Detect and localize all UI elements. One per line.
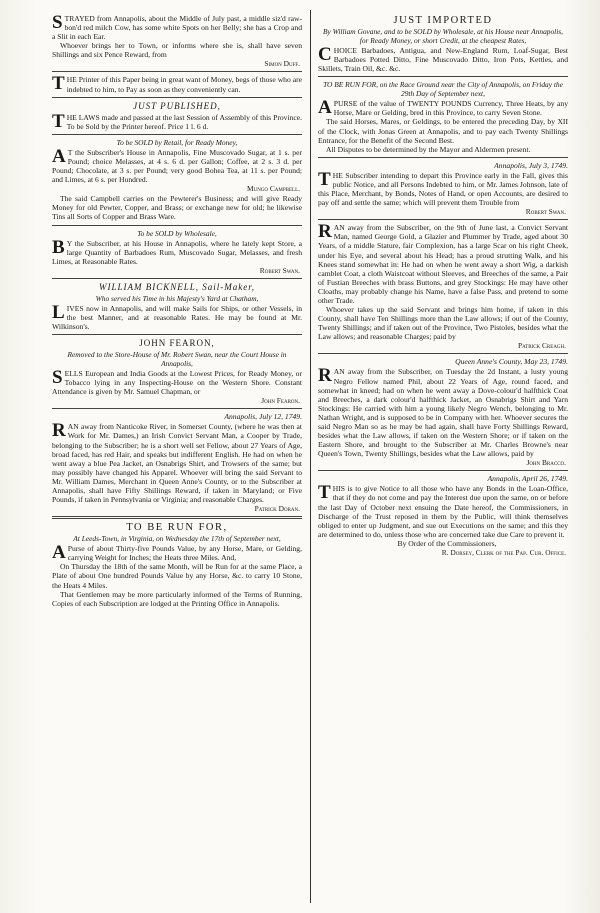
dateline: Annapolis, July 3, 1749. <box>494 160 568 170</box>
ad-subheading: Removed to the Store-House of Mr. Robert Swan, near the Court House in Annapolis, <box>67 350 287 369</box>
ad-body <box>318 484 568 539</box>
ad-sold-retail <box>52 138 302 222</box>
ad-sail-maker <box>52 282 302 331</box>
ad-subheading: By William Govane, and to be SOLD by Wholesale, at his House near Annapolis, for Ready Money, or short Credit, at the cheapest Rates, <box>322 27 564 45</box>
ad-body <box>52 110 302 132</box>
ad-sold-wholesale <box>52 229 302 275</box>
ad-body <box>52 301 302 331</box>
ad-text: AN away from the Subscriber, on the 9th of June last, a Convict Servant Man, named George Gold, a Glazier and Plummer by Trade, aged about 30 Years, of a middle Stature, fair Complexion, has a large Scar on his right Cheek, under his Eye, and several about his Head; has a proud strutting Walk, and his Knees stand somewhat in: He had on when he went away a short Wig, a darkish camblet Coat, a cloth Waistcoat without Sleeves, and Breeches of the same, a Pair of Fustian Breeches with brass Buttons, and grey Stockings: He may have other Cloaths, may probably change his Name, have a false Pass, and pretend to some other Trade. <box>318 223 568 305</box>
ad-stray-cow <box>52 14 302 68</box>
signature: John Fearon. <box>261 396 300 406</box>
ad-runaway-phil <box>318 357 568 467</box>
ad-body <box>52 236 302 266</box>
ad-body: The said Campbell carries on the Pewterer's Business; and will give Ready Money for old Pewter, Copper, and Brass; or exchange new for old; he likewise Tins all Sorts of Copper and Brass Ware. <box>52 194 302 222</box>
ad-body: By Order of the Commissioners, <box>397 538 497 548</box>
dateline: Queen Anne's County, May 23, 1749. <box>455 357 568 367</box>
ad-text: IVES now in Annapolis, and will make Sails for Ships, or other Vessels, in the best Manner, and at reasonable Rates. He may be found at Mr. Wilkinson's. <box>52 303 302 331</box>
drop-cap: R <box>318 221 332 243</box>
ad-heading: TO BE RUN FOR, <box>126 522 228 534</box>
rule <box>52 408 302 409</box>
drop-cap: T <box>318 482 331 504</box>
right-column <box>318 14 568 912</box>
ad-heading: TO BE RUN FOR, on the Race Ground near the City of Annapolis, on Friday the 29th Day of September next, <box>323 80 563 99</box>
ad-heading: JUST PUBLISHED, <box>133 100 221 111</box>
ad-fearon <box>52 338 302 405</box>
ad-body <box>318 223 568 305</box>
drop-cap: S <box>52 367 63 389</box>
rule <box>52 225 302 226</box>
drop-cap: A <box>52 542 66 564</box>
rule <box>318 76 568 77</box>
ad-runaway-glazier <box>318 223 568 350</box>
ad-just-published <box>52 101 302 131</box>
ad-heading: To be SOLD by Wholesale, <box>137 228 217 238</box>
ad-just-imported <box>318 15 568 73</box>
ad-text: HE Subscriber intending to depart this Province early in the Fall, gives this public Notice, and all Persons Indebted to him, or Mr. James Johnson, late of this Place, Merchant, by Bonds, Notes of Hand, or open Accounts, are desired to pay off and settle the same; which will prevent them Trouble from <box>318 170 568 208</box>
drop-cap: T <box>318 168 331 190</box>
signature: Patrick Creagh. <box>517 341 566 351</box>
drop-cap: A <box>52 145 66 167</box>
ad-printer-notice <box>52 75 302 93</box>
signature: R. Dorsey, Clerk of the Pap. Cur. Office. <box>441 548 566 558</box>
ad-race-leeds-town <box>52 522 302 608</box>
rule <box>318 470 568 471</box>
ad-text: TRAYED from Annapolis, about the Middle of July past, a middle siz'd raw-bon'd red milch Cow, has some white Spots on her Belly; she has a Crop and a Slit in each Ear. <box>52 14 302 42</box>
ad-body <box>52 369 302 396</box>
rule <box>52 334 302 335</box>
ad-loan-office <box>318 474 568 557</box>
ad-body <box>52 75 302 93</box>
ad-text: Purse of about Thirty-five Pounds Value, by any Horse, Mare, or Gelding, carrying Weight for Inches; the Heats three Miles. And, <box>67 544 302 563</box>
drop-cap: S <box>52 14 63 33</box>
drop-cap: R <box>52 420 66 442</box>
rule <box>52 71 302 72</box>
rule <box>318 219 568 220</box>
ad-subheading: Who served his Time in his Majesty's Yard at Chatham, <box>95 293 259 303</box>
drop-cap: L <box>52 301 65 323</box>
ad-text: PURSE of the value of TWENTY POUNDS Currency, Three Heats, by any Horse, Mare or Gelding, bred in this Province, to carry Seven Stone. <box>333 99 568 118</box>
ad-text: Y the Subscriber, at his House in Annapolis, where he lately kept Store, a large Quantity of Barbadoes Rum, Muscovado Sugar, Melasses, and fresh Limes, at Reasonable Rates. <box>52 238 302 266</box>
ad-text: AN away from Nanticoke River, in Somerset County, (where he was then at Work for Mr. Dames,) an Irish Convict Servant Man, a Cooper by Trade, belonging to the Subscriber; he is a short well set Fellow, about 27 Years of Age, broad faced, has red Hair, and speaks but indifferent English. He had on when he went away a blue Pea Jacket, an Osnabrigs Shirt, and Trowsers of the same; but may possibly have changed his Apparel. Whoever will bring the said Servant to Mr. William Dames, Merchant in Queen Anne's County, or to the Subscriber at Annapolis, shall have Fifty Shillings Reward, if taken in Maryland; or Five Pounds, if taken in Pennsylvania or Virginia; and reasonable Charges. <box>52 422 302 505</box>
ad-race-annapolis <box>318 80 568 154</box>
ad-body <box>52 14 302 41</box>
signature: Robert Swan. <box>525 207 566 217</box>
ad-body <box>318 168 568 208</box>
drop-cap: A <box>318 97 332 119</box>
dateline: Annapolis, July 12, 1749. <box>224 412 302 422</box>
drop-cap: T <box>52 73 65 95</box>
ad-subheading: At Leeds-Town, in Virginia, on Wednesday the 17th of September next, <box>73 534 281 544</box>
rule <box>318 157 568 158</box>
column-divider <box>310 10 311 903</box>
signature: John Bracco. <box>526 458 566 468</box>
drop-cap: T <box>52 110 65 132</box>
rule <box>318 353 568 354</box>
left-column <box>52 14 302 902</box>
ad-text: HOICE Barbadoes, Antigua, and New-England Rum, Loaf-Sugar, Best Barbadoes Potted Ditto, Fine Muscovado Ditto, Iron Pots, Kettles, and Skillets, Train Oil, &c. &c. <box>318 46 568 74</box>
ad-heading: To be SOLD by Retail, for Ready Money, <box>116 137 238 147</box>
ad-text: ELLS European and India Goods at the Lowest Prices, for Ready Money, or Tobacco lying in any Inspecting-House on the Western Shore. Constant Attendance is given by Mr. Samuel Chapman, or <box>52 369 302 397</box>
drop-cap: B <box>52 236 65 258</box>
ad-body: The said Horses, Mares, or Geldings, to be entered the preceding Day, by XII of the Clock, with Jonas Green at Annapolis, and to pay each Twenty Shillings Entrance, for the Benefit of the Second Best. <box>318 117 568 145</box>
ad-text: HE Printer of this Paper being in great want of Money, begs of those who are indebted to him, to Pay as soon as they conveniently can. <box>66 75 302 94</box>
ad-heading: JOHN FEARON, <box>139 338 215 349</box>
ad-body <box>52 544 302 562</box>
ad-body: That Gentlemen may be more particularly informed of the Terms of Running, Copies of each Subscription are lodged at the Printing Office in Annapolis. <box>52 589 302 608</box>
signature: Patrick Doran. <box>254 504 300 514</box>
drop-cap: R <box>318 365 332 387</box>
rule <box>52 97 302 98</box>
ad-text: HE LAWS made and passed at the last Session of Assembly of this Province. To be Sold by the Printer hereof. Price 1 l. 6 d. <box>66 112 302 131</box>
rule <box>52 516 302 519</box>
ad-body: On Thursday the 18th of the same Month, will be Run for at the same Place, a Plate of about One hundred Pounds Value by any Horse, &c. to carry 10 Stone, the Heats 4 Miles. <box>52 562 302 590</box>
ad-body <box>318 99 568 117</box>
signature: Mungo Campbell. <box>247 184 300 194</box>
ad-body <box>318 367 568 458</box>
rule <box>52 278 302 279</box>
signature: Robert Swan. <box>259 265 300 275</box>
rule <box>52 134 302 135</box>
dateline: Annapolis, April 26, 1749. <box>487 474 568 484</box>
ad-text: T the Subscriber's House in Annapolis, Fine Muscovado Sugar, at 1 s. per Pound; choice Melasses, at 4 s. 6 d. per Gallon; Coffee, at 2 s. 3 d. per Pound; Chocolate, at 3 s. per Pound; very good Bohea Tea, at 11 s. per Pound; and Limes, at 6 s. per Hundred. <box>52 147 302 185</box>
ad-heading: JUST IMPORTED <box>393 15 493 26</box>
ad-runaway-cooper <box>52 412 302 513</box>
ad-body: Whoever brings her to Town, or informs where she is, shall have seven Shillings and six Pence Reward, from <box>52 41 302 60</box>
ad-heading: WILLIAM BICKNELL, Sail-Maker, <box>99 281 255 292</box>
ad-text: HIS is to give Notice to all those who have any Bonds in the Loan-Office, that if they do not come and pay the Interest due upon the same, on or before the last Day of October next ensuing the Date hereof, the Commissioners, in Discharge of the Trust reposed in them by the Public, will think themselves obliged to enter up Judgment, and sue out Executions on the same; and this they are determined to do, unless those who are concerned take due Care to prevent it. <box>318 484 568 539</box>
ad-body <box>318 46 568 73</box>
ad-body <box>52 145 302 185</box>
ad-body: Whoever takes up the said Servant and brings him home, if taken in this County, shall have Ten Shillings more than the Law allows; if out of the County, Twenty Shillings; and if taken out of the Province, Two Pistoles, besides what the Law allows; and reasonable Charges; paid by <box>318 305 568 342</box>
signature: Simon Duff. <box>264 59 300 69</box>
ad-swan-departure <box>318 161 568 216</box>
ad-text: AN away from the Subscriber, on Tuesday the 2d Instant, a lusty young Negro Fellow named Phil, about 22 Years of Age, round faced, and somewhat in kneed; had on when he went away a Dove-colour'd halfthick Coat and Breeches, a dark colour'd halfthick Jacket, an Osnabrigs Shirt and Yarn Stockings: He carried with him a young likely Negro Wench, belonging to Mr. Nathan Wright, and is supposed to be in Company with her. Whoever secures the said Negro Man so as he may be had again, shall have Forty Shillings Reward, besides what the Law allows, if taken on the Western Shore; or if taken on the Eastern Shore, and brought to the Subscriber at Mr. Charles Browne's near Queen's Town, Twenty Shillings, besides what the Law allows, paid by <box>318 367 568 459</box>
drop-cap: C <box>318 44 332 65</box>
ad-body <box>52 422 302 504</box>
ad-body: All Disputes to be determined by the Mayor and Aldermen present. <box>326 144 531 154</box>
